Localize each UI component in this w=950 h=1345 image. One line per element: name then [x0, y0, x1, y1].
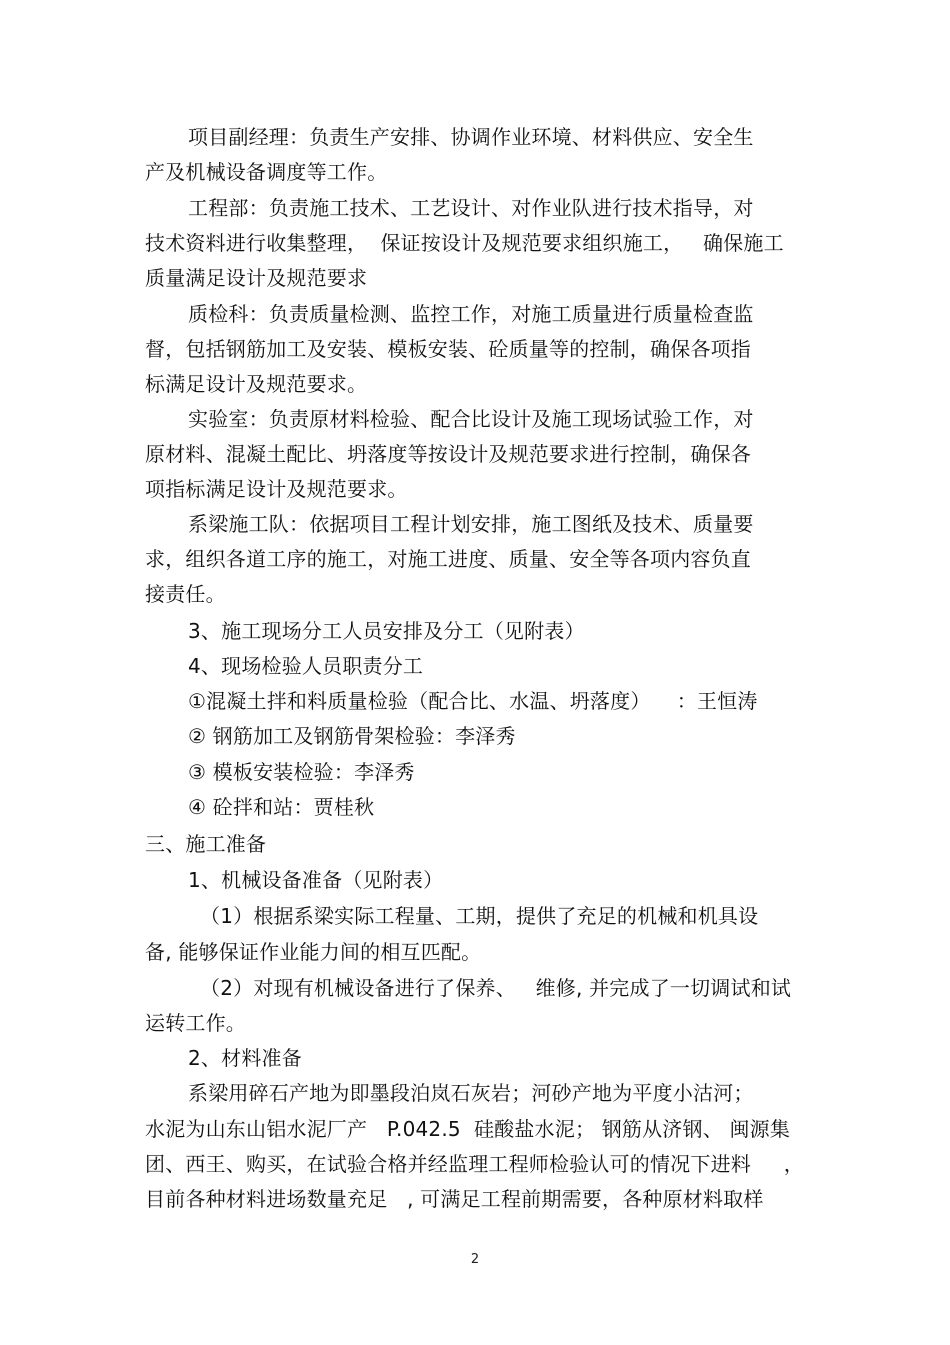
inspection-item: ③ 模板安装检验：李泽秀	[188, 760, 415, 784]
paragraph-line: 产及机械设备调度等工作。	[145, 160, 388, 184]
paragraph-line: 质量满足设计及规范要求	[145, 266, 368, 290]
paragraph-line: 质检科：负责质量检测、监控工作，对施工质量进行质量检查监	[188, 302, 754, 326]
section-item: 4、现场检验人员职责分工	[188, 654, 424, 678]
paragraph-line: 标满足设计及规范要求。	[145, 372, 368, 396]
paragraph-line: 水泥为山东山铝水泥厂产 P.042.5 硅酸盐水泥； 钢筋从济钢、 闽源集	[145, 1117, 791, 1141]
paragraph-line: 目前各种材料进场数量充足 , 可满足工程前期需要，各种原材料取样	[145, 1187, 764, 1211]
paragraph-line: 系梁用碎石产地为即墨段泊岚石灰岩；河砂产地为平度小沽河；	[188, 1081, 754, 1105]
paragraph-line: 系梁施工队：依据项目工程计划安排，施工图纸及技术、质量要	[188, 512, 754, 536]
inspection-item: ② 钢筋加工及钢筋骨架检验：李泽秀	[188, 724, 516, 748]
inspection-item: ④ 砼拌和站：贾桂秋	[188, 795, 375, 819]
page-number: 2	[470, 1252, 480, 1267]
paragraph-line: 接责任。	[145, 582, 226, 606]
paragraph-line: 督，包括钢筋加工及安装、模板安装、砼质量等的控制，确保各项指	[145, 337, 751, 361]
paragraph-line: 团、西王、购买，在试验合格并经监理工程师检验认可的情况下进料 ，	[145, 1152, 804, 1176]
subsection-heading: 1、机械设备准备（见附表）	[188, 868, 444, 892]
paragraph-line: 原材料、混凝土配比、坍落度等按设计及规范要求进行控制，确保各	[145, 442, 751, 466]
paragraph-line: 实验室：负责原材料检验、配合比设计及施工现场试验工作，对	[188, 407, 754, 431]
subsection-heading: 2、材料准备	[188, 1046, 302, 1070]
paragraph-line: 备, 能够保证作业能力间的相互匹配。	[145, 940, 482, 964]
paragraph-line: 项目副经理：负责生产安排、协调作业环境、材料供应、安全生	[188, 125, 754, 149]
section-item: 3、施工现场分工人员安排及分工（见附表）	[188, 619, 585, 643]
paragraph-line: 求，组织各道工序的施工，对施工进度、质量、安全等各项内容负直	[145, 547, 751, 571]
paragraph-line: （1）根据系梁实际工程量、工期，提供了充足的机械和机具设	[200, 904, 759, 928]
inspection-item: ①混凝土拌和料质量检验（配合比、水温、坍落度） ：王恒涛	[188, 689, 758, 713]
paragraph-line: 技术资料进行收集整理， 保证按设计及规范要求组织施工， 确保施工	[145, 231, 784, 255]
paragraph-line: 运转工作。	[145, 1011, 246, 1035]
paragraph-line: 项指标满足设计及规范要求。	[145, 477, 408, 501]
paragraph-line: 工程部：负责施工技术、工艺设计、对作业队进行技术指导，对	[188, 196, 754, 220]
section-heading: 三、施工准备	[145, 832, 267, 856]
paragraph-line: （2）对现有机械设备进行了保养、 维修, 并完成了一切调试和试	[200, 976, 792, 1000]
